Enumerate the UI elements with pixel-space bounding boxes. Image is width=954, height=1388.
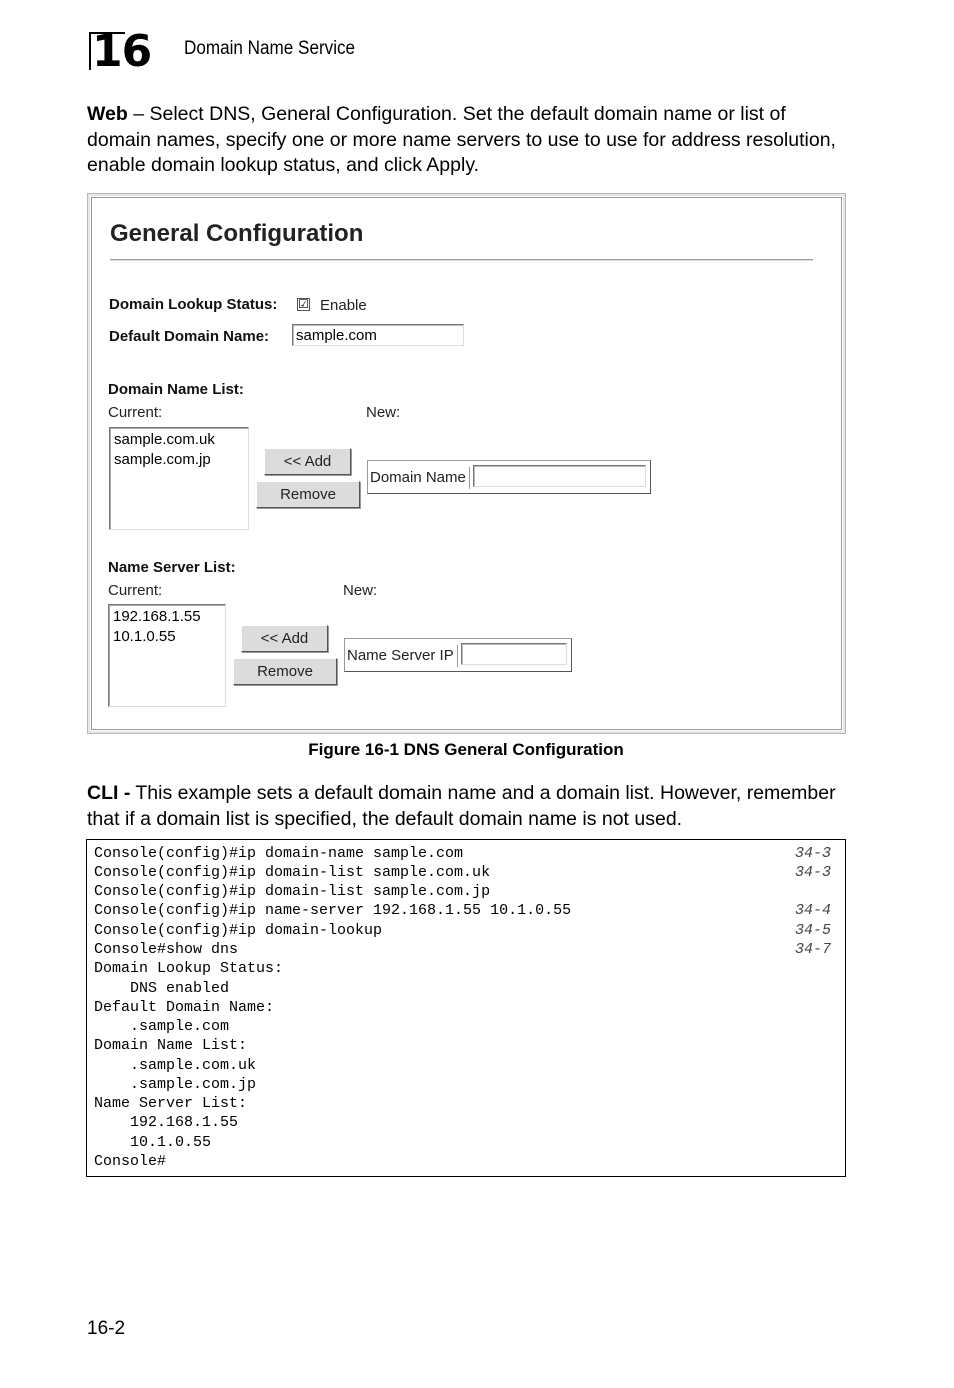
code-line: 10.1.0.55 (94, 1134, 212, 1151)
domain-name-field-label: Domain Name (370, 467, 470, 489)
chapter-title: Domain Name Service (184, 38, 356, 59)
default-domain-name-input[interactable]: sample.com (292, 324, 464, 346)
web-lead: Web (87, 103, 128, 125)
new-domain-name-group (367, 460, 651, 494)
code-line: 192.168.1.55 (94, 1114, 239, 1131)
enable-label: Enable (320, 297, 367, 314)
code-line: Domain Lookup Status: (94, 960, 284, 977)
title-divider (110, 259, 813, 261)
name-server-ip-field-label: Name Server IP (347, 645, 458, 667)
screenshot-frame (91, 197, 842, 730)
list-item[interactable]: sample.com.jp (114, 451, 211, 468)
domain-add-button[interactable]: << Add (264, 448, 351, 475)
code-line: Console#show dns (94, 941, 239, 958)
code-line: Console# (94, 1153, 167, 1170)
code-line: Console(config)#ip domain-name sample.com (94, 845, 464, 862)
code-line: Console(config)#ip name-server 192.168.1.55 10.1.0.55 (94, 902, 572, 919)
code-reference: 34-3 (794, 864, 831, 881)
code-reference: 34-3 (794, 845, 831, 862)
list-item[interactable]: 10.1.0.55 (113, 628, 176, 645)
code-reference: 34-7 (794, 941, 831, 958)
code-line: Console(config)#ip domain-list sample.com.uk (94, 864, 491, 881)
cli-paragraph (87, 781, 847, 832)
name-server-list-heading: Name Server List: (108, 559, 236, 576)
new-name-server-input[interactable] (461, 643, 567, 665)
code-line: Default Domain Name: (94, 999, 275, 1016)
figure-caption: Figure 16-1 DNS General Configuration (308, 740, 624, 759)
general-configuration-title: General Configuration (110, 220, 364, 247)
cli-lead: CLI - (87, 782, 131, 804)
server-new-label: New: (343, 582, 378, 599)
domain-lookup-status-label: Domain Lookup Status: (109, 296, 278, 313)
domain-name-list-heading: Domain Name List: (108, 381, 244, 398)
code-reference: 34-5 (794, 922, 831, 939)
code-reference: 34-4 (794, 902, 831, 919)
domain-new-label: New: (366, 404, 401, 421)
server-current-label: Current: (108, 582, 163, 599)
domain-remove-button[interactable]: Remove (256, 481, 360, 508)
code-line: .sample.com (94, 1018, 230, 1035)
code-line: Name Server List: (94, 1095, 248, 1112)
new-name-server-group (344, 638, 572, 672)
code-line: Console(config)#ip domain-list sample.com.jp (94, 883, 491, 900)
list-item[interactable]: sample.com.uk (114, 431, 215, 448)
cli-text: This example sets a default domain name and a domain list. However, remember that if a domain list is specified, the default domain name is not used. (87, 782, 836, 830)
name-server-listbox[interactable] (108, 604, 226, 707)
code-line: Console(config)#ip domain-lookup (94, 922, 383, 939)
chapter-number: 16 (92, 26, 152, 77)
domain-current-label: Current: (108, 404, 163, 421)
code-line: Domain Name List: (94, 1037, 248, 1054)
server-add-button[interactable]: << Add (241, 625, 328, 652)
general-configuration-screenshot (87, 193, 846, 734)
default-domain-name-label: Default Domain Name: (109, 328, 270, 345)
code-line: .sample.com.jp (94, 1076, 257, 1093)
web-paragraph (87, 102, 847, 179)
code-line: .sample.com.uk (94, 1057, 257, 1074)
domain-name-listbox[interactable] (109, 427, 249, 530)
code-line: DNS enabled (94, 980, 230, 997)
list-item[interactable]: 192.168.1.55 (113, 608, 201, 625)
web-text: – Select DNS, General Configuration. Set the default domain name or list of domain names, specify one or more name servers to use to use for address resolution, enable domain lookup status, and click Apply. (87, 103, 836, 176)
enable-checkbox[interactable]: ☑ (298, 297, 309, 311)
new-domain-name-input[interactable] (473, 465, 646, 487)
server-remove-button[interactable]: Remove (233, 658, 337, 685)
cli-code-block (86, 839, 846, 1177)
page-number: 16-2 (87, 1318, 126, 1339)
